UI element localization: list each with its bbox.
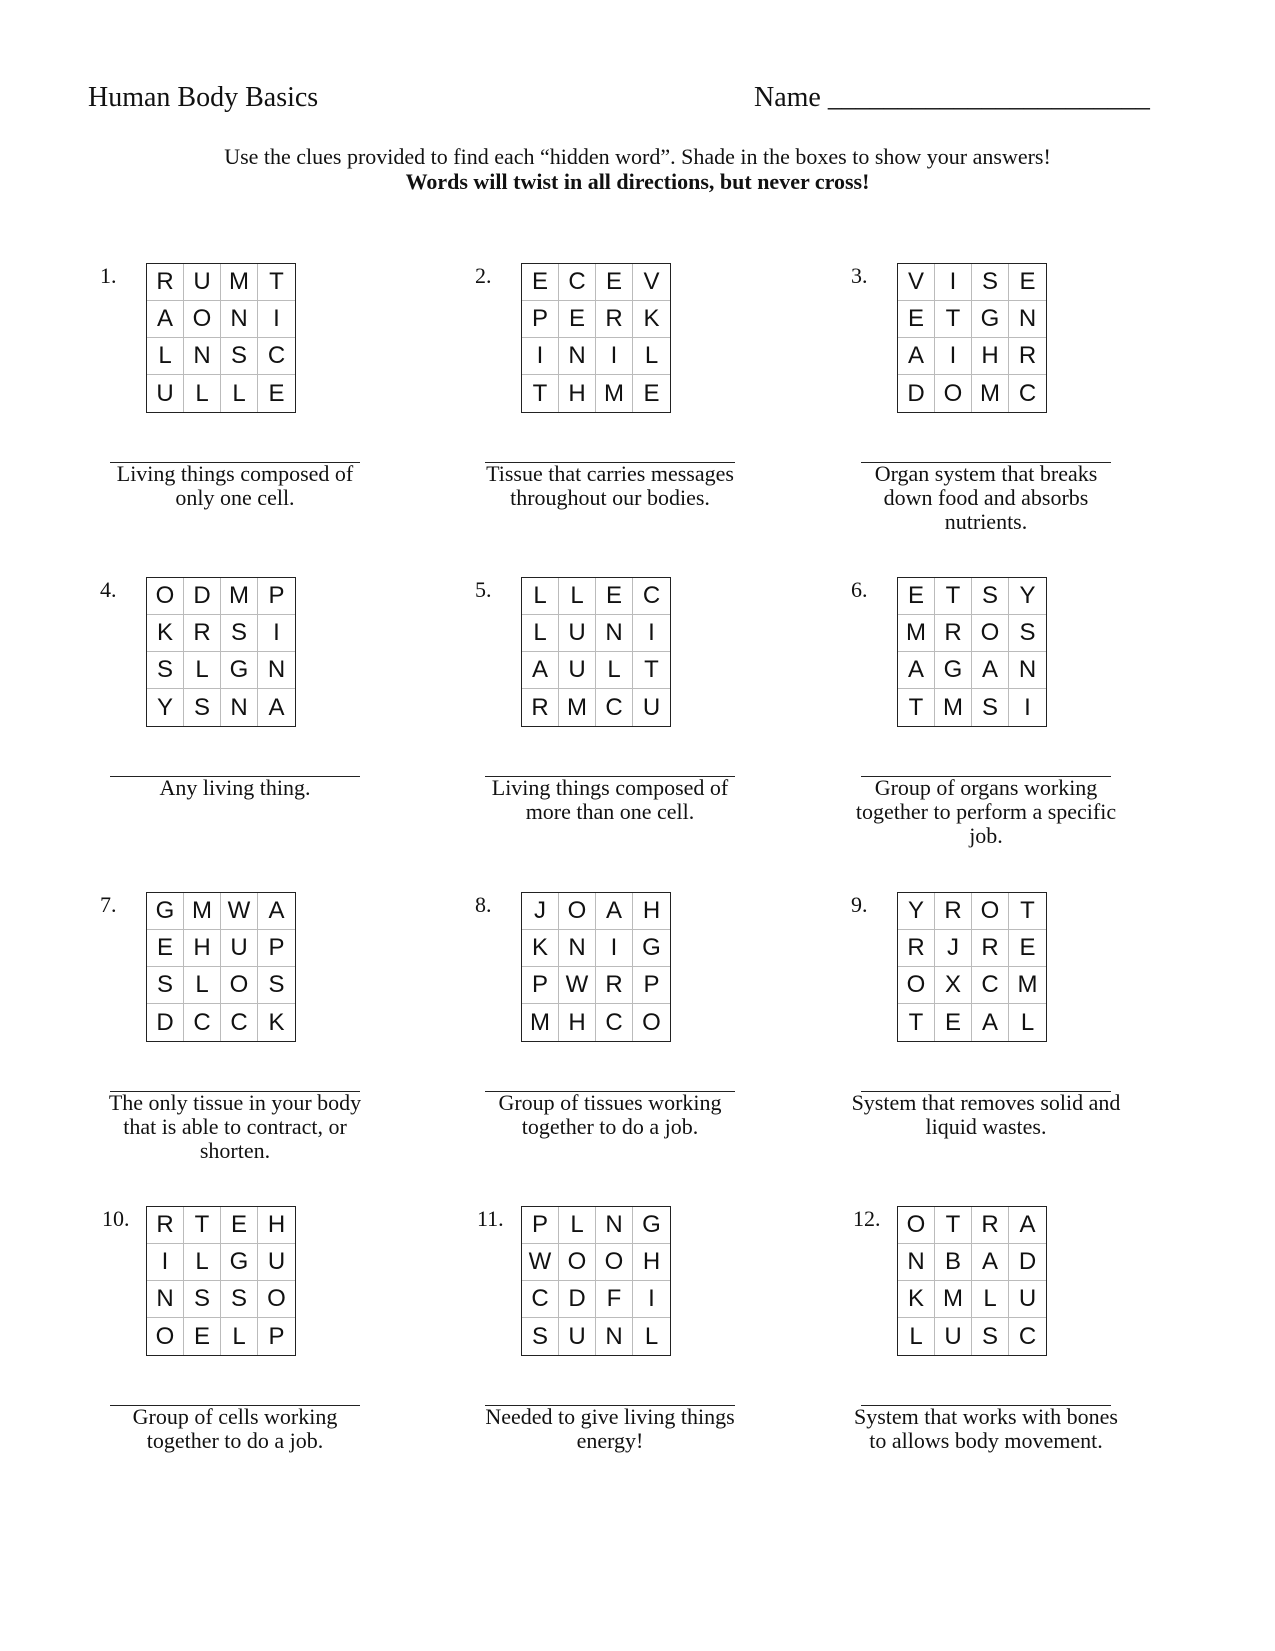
puzzle-number: 12. — [853, 1206, 881, 1231]
grid-cell[interactable]: I — [258, 615, 295, 652]
grid-cell[interactable]: S — [522, 1318, 559, 1355]
grid-cell[interactable]: O — [642, 1008, 661, 1036]
grid-cell[interactable]: K — [147, 615, 184, 652]
grid-cell[interactable]: Y — [898, 893, 935, 930]
grid-cell[interactable]: S — [972, 578, 1009, 615]
grid-cell[interactable]: A — [898, 652, 935, 689]
grid-cell[interactable]: P — [522, 1207, 559, 1244]
grid-cell[interactable]: O — [596, 1244, 633, 1281]
grid-cell[interactable]: C — [596, 689, 633, 726]
puzzle-number: 4. — [100, 577, 117, 602]
grid-cell[interactable]: V — [633, 264, 670, 301]
grid-cell[interactable]: I — [1024, 693, 1031, 721]
grid-cell[interactable]: I — [258, 301, 295, 338]
grid-cell[interactable]: K — [522, 930, 559, 967]
grid-cell[interactable]: G — [221, 1244, 258, 1281]
grid-cell[interactable]: R — [596, 967, 633, 1004]
grid-cell[interactable]: K — [898, 1281, 935, 1318]
grid-cell[interactable]: S — [221, 338, 258, 375]
grid-cell[interactable]: N — [898, 1244, 935, 1281]
grid-cell[interactable]: N — [184, 338, 221, 375]
puzzle-number: 9. — [851, 892, 868, 917]
grid-cell[interactable]: N — [1009, 301, 1046, 338]
grid-cell[interactable]: M — [221, 578, 258, 615]
letter-grid — [521, 1206, 671, 1356]
grid-cell[interactable]: I — [633, 615, 670, 652]
letter-grid — [521, 892, 671, 1042]
grid-cell[interactable]: A — [258, 893, 295, 930]
grid-cell[interactable]: D — [184, 578, 221, 615]
grid-cell[interactable]: A — [596, 893, 633, 930]
grid-cell[interactable]: A — [522, 652, 559, 689]
puzzle-12 — [851, 1206, 1151, 1466]
grid-cell[interactable]: U — [1009, 1281, 1046, 1318]
grid-cell[interactable]: A — [898, 338, 935, 375]
grid-cell[interactable]: M — [1009, 967, 1046, 1004]
grid-cell[interactable]: C — [184, 1004, 221, 1041]
grid-cell[interactable]: S — [147, 652, 184, 689]
grid-cell[interactable]: D — [1009, 1244, 1046, 1281]
clue-text: Group of cells working together to do a job. — [132, 1404, 338, 1453]
grid-cell[interactable]: N — [596, 1207, 633, 1244]
grid-cell[interactable]: U — [642, 693, 661, 721]
puzzle-2 — [475, 263, 775, 523]
grid-cell[interactable]: M — [184, 893, 221, 930]
worksheet-header — [88, 82, 1187, 122]
grid-cell[interactable]: U — [221, 930, 258, 967]
grid-cell[interactable]: T — [935, 1207, 972, 1244]
grid-cell[interactable]: G — [221, 652, 258, 689]
grid-cell[interactable]: C — [559, 264, 596, 301]
worksheet-title: Human Body Basics — [88, 82, 319, 113]
puzzle-4 — [100, 577, 400, 837]
grid-cell[interactable]: R — [596, 301, 633, 338]
puzzle-number: 1. — [100, 263, 117, 288]
grid-cell[interactable]: L — [898, 1318, 935, 1355]
puzzle-number: 7. — [100, 892, 117, 917]
grid-cell[interactable]: P — [633, 967, 670, 1004]
instructions — [0, 144, 1275, 194]
grid-cell[interactable]: L — [221, 1318, 258, 1355]
grid-cell[interactable]: R — [147, 264, 184, 301]
grid-cell[interactable]: E — [596, 578, 633, 615]
grid-cell[interactable]: A — [147, 301, 184, 338]
grid-cell[interactable]: E — [268, 379, 285, 407]
grid-cell[interactable]: J — [935, 930, 972, 967]
puzzle-8 — [475, 892, 775, 1152]
clue-text: Any living thing. — [159, 775, 311, 800]
grid-cell[interactable]: C — [258, 338, 295, 375]
grid-cell[interactable]: N — [258, 652, 295, 689]
grid-cell[interactable]: O — [147, 578, 184, 615]
grid-cell[interactable]: E — [898, 578, 935, 615]
clue-text: Living things composed of more than one cell. — [491, 775, 729, 824]
grid-cell[interactable]: U — [184, 264, 221, 301]
grid-cell[interactable]: I — [147, 1244, 184, 1281]
grid-cell[interactable]: C — [221, 1004, 258, 1041]
grid-cell[interactable]: N — [559, 338, 596, 375]
grid-cell[interactable]: K — [268, 1008, 285, 1036]
grid-cell[interactable]: A — [268, 693, 285, 721]
grid-cell[interactable]: N — [221, 301, 258, 338]
puzzle-10 — [100, 1206, 400, 1466]
grid-cell[interactable]: O — [184, 301, 221, 338]
puzzle-number: 8. — [475, 892, 492, 917]
puzzle-number: 11. — [477, 1206, 504, 1231]
puzzle-number: 6. — [851, 577, 868, 602]
grid-cell[interactable]: G — [633, 1207, 670, 1244]
grid-cell[interactable]: L — [559, 578, 596, 615]
puzzle-9 — [851, 892, 1151, 1152]
grid-cell[interactable]: L — [559, 1207, 596, 1244]
clue-text: System that works with bones to allows body movement. — [854, 1404, 1118, 1453]
puzzle-number: 5. — [475, 577, 492, 602]
grid-cell[interactable]: E — [522, 264, 559, 301]
grid-cell[interactable]: U — [147, 375, 184, 412]
grid-cell[interactable]: P — [268, 1322, 285, 1350]
grid-cell[interactable]: E — [898, 301, 935, 338]
grid-cell[interactable]: I — [935, 338, 972, 375]
grid-cell[interactable]: L — [972, 1281, 1009, 1318]
grid-cell[interactable]: N — [559, 930, 596, 967]
grid-cell[interactable]: T — [935, 301, 972, 338]
grid-cell[interactable]: E — [221, 1207, 258, 1244]
grid-cell[interactable]: T — [522, 375, 559, 412]
grid-cell[interactable]: N — [596, 1318, 633, 1355]
grid-cell[interactable]: D — [898, 375, 935, 412]
grid-cell[interactable]: Y — [147, 689, 184, 726]
grid-cell[interactable]: D — [147, 1004, 184, 1041]
grid-cell[interactable]: T — [633, 652, 670, 689]
grid-cell[interactable]: M — [935, 689, 972, 726]
grid-cell[interactable]: O — [258, 1281, 295, 1318]
grid-cell[interactable]: M — [221, 264, 258, 301]
letter-grid — [897, 263, 1047, 413]
grid-cell[interactable]: E — [596, 264, 633, 301]
grid-cell[interactable]: P — [522, 967, 559, 1004]
clue-text: The only tissue in your body that is able to contract, or shorten. — [108, 1090, 362, 1163]
grid-cell[interactable]: L — [184, 967, 221, 1004]
grid-cell[interactable]: H — [559, 1004, 596, 1041]
grid-cell[interactable]: N — [596, 615, 633, 652]
grid-cell[interactable]: L — [633, 338, 670, 375]
grid-cell[interactable]: T — [935, 578, 972, 615]
grid-cell[interactable]: U — [559, 1318, 596, 1355]
puzzle-11 — [475, 1206, 775, 1466]
grid-cell[interactable]: H — [633, 893, 670, 930]
grid-cell[interactable]: S — [147, 967, 184, 1004]
grid-cell[interactable]: O — [221, 967, 258, 1004]
letter-grid — [146, 1206, 296, 1356]
grid-cell[interactable]: Y — [1009, 578, 1046, 615]
grid-cell[interactable]: V — [898, 264, 935, 301]
clue-text: Living things composed of only one cell. — [116, 461, 354, 510]
grid-cell[interactable]: C — [1018, 1322, 1037, 1350]
grid-cell[interactable]: L — [147, 338, 184, 375]
grid-cell[interactable]: P — [258, 930, 295, 967]
grid-cell[interactable]: G — [147, 893, 184, 930]
grid-cell[interactable]: L — [644, 1322, 659, 1350]
grid-cell[interactable]: H — [972, 338, 1009, 375]
grid-cell[interactable]: G — [935, 652, 972, 689]
grid-cell[interactable]: E — [1009, 930, 1046, 967]
grid-cell[interactable]: T — [898, 1004, 935, 1041]
grid-cell[interactable]: H — [258, 1207, 295, 1244]
grid-cell[interactable]: R — [972, 1207, 1009, 1244]
grid-cell[interactable]: T — [898, 689, 935, 726]
puzzle-number: 2. — [475, 263, 492, 288]
grid-cell[interactable]: L — [596, 652, 633, 689]
grid-cell[interactable]: R — [935, 615, 972, 652]
grid-cell[interactable]: E — [643, 379, 660, 407]
grid-cell[interactable]: L — [522, 578, 559, 615]
grid-cell[interactable]: S — [221, 1281, 258, 1318]
grid-cell[interactable]: L — [184, 1244, 221, 1281]
instructions-line-1: Use the clues provided to find each “hidden word”. Shade in the boxes to show your answers! — [224, 144, 1051, 169]
grid-cell[interactable]: K — [633, 301, 670, 338]
grid-cell[interactable]: S — [972, 689, 1009, 726]
grid-cell[interactable]: B — [935, 1244, 972, 1281]
grid-cell[interactable]: O — [898, 1207, 935, 1244]
grid-cell[interactable]: O — [147, 1318, 184, 1355]
grid-cell[interactable]: L — [221, 375, 258, 412]
grid-cell[interactable]: J — [522, 893, 559, 930]
grid-cell[interactable]: R — [522, 689, 559, 726]
grid-cell[interactable]: I — [596, 338, 633, 375]
grid-cell[interactable]: R — [147, 1207, 184, 1244]
grid-cell[interactable]: C — [633, 578, 670, 615]
clue-text: Tissue that carries messages throughout our bodies. — [486, 461, 734, 510]
grid-cell[interactable]: R — [972, 930, 1009, 967]
grid-cell[interactable]: I — [935, 264, 972, 301]
puzzle-6 — [851, 577, 1151, 848]
puzzle-number: 10. — [102, 1206, 130, 1231]
grid-cell[interactable]: U — [559, 615, 596, 652]
grid-cell[interactable]: C — [596, 1004, 633, 1041]
instructions-line-2: Words will twist in all directions, but never cross! — [405, 169, 870, 194]
letter-grid — [897, 892, 1047, 1042]
grid-cell[interactable]: N — [221, 689, 258, 726]
puzzle-5 — [475, 577, 775, 837]
grid-cell[interactable]: H — [184, 930, 221, 967]
clue-text: Group of organs working together to perform a specific job. — [855, 775, 1117, 848]
grid-cell[interactable]: C — [522, 1281, 559, 1318]
grid-cell[interactable]: T — [184, 1207, 221, 1244]
grid-cell[interactable]: E — [935, 1004, 972, 1041]
grid-cell[interactable]: E — [184, 1318, 221, 1355]
grid-cell[interactable]: F — [596, 1281, 633, 1318]
grid-cell[interactable]: O — [972, 615, 1009, 652]
grid-cell[interactable]: R — [184, 615, 221, 652]
grid-cell[interactable]: E — [559, 301, 596, 338]
grid-cell[interactable]: L — [184, 652, 221, 689]
puzzle-1 — [100, 263, 400, 523]
grid-cell[interactable]: G — [633, 930, 670, 967]
grid-cell[interactable]: P — [522, 301, 559, 338]
grid-cell[interactable]: N — [147, 1281, 184, 1318]
grid-cell[interactable]: O — [935, 375, 972, 412]
grid-cell[interactable]: I — [522, 338, 559, 375]
grid-cell[interactable]: A — [972, 1244, 1009, 1281]
letter-grid — [897, 1206, 1047, 1356]
grid-cell[interactable]: W — [522, 1244, 559, 1281]
clue-text: Organ system that breaks down food and absorbs nutrients. — [874, 461, 1098, 534]
grid-cell[interactable]: C — [972, 967, 1009, 1004]
grid-cell[interactable]: P — [258, 578, 295, 615]
letter-grid — [521, 577, 671, 727]
grid-cell[interactable]: C — [1018, 379, 1037, 407]
grid-cell[interactable]: O — [559, 1244, 596, 1281]
grid-cell[interactable]: S — [972, 264, 1009, 301]
letter-grid — [146, 577, 296, 727]
puzzle-7 — [100, 892, 400, 1163]
grid-cell[interactable]: R — [935, 893, 972, 930]
grid-cell[interactable]: M — [898, 615, 935, 652]
grid-cell[interactable]: I — [596, 930, 633, 967]
grid-cell[interactable]: T — [258, 264, 295, 301]
grid-cell[interactable]: L — [1020, 1008, 1035, 1036]
grid-cell[interactable]: E — [1009, 264, 1046, 301]
letter-grid — [521, 263, 671, 413]
letter-grid — [146, 892, 296, 1042]
grid-cell[interactable]: H — [559, 375, 596, 412]
grid-cell[interactable]: L — [184, 375, 221, 412]
grid-cell[interactable]: D — [559, 1281, 596, 1318]
grid-cell[interactable]: E — [147, 930, 184, 967]
grid-cell[interactable]: S — [972, 1318, 1009, 1355]
clue-text: Group of tissues working together to do a job. — [498, 1090, 722, 1139]
name-field[interactable]: Name _______________________ — [754, 82, 1150, 113]
grid-cell[interactable]: S — [1009, 615, 1046, 652]
grid-cell[interactable]: T — [1009, 893, 1046, 930]
grid-cell[interactable]: S — [221, 615, 258, 652]
grid-cell[interactable]: S — [184, 1281, 221, 1318]
grid-cell[interactable]: U — [258, 1244, 295, 1281]
grid-cell[interactable]: W — [221, 893, 258, 930]
grid-cell[interactable]: M — [522, 1004, 559, 1041]
grid-cell[interactable]: M — [935, 1281, 972, 1318]
grid-cell[interactable]: N — [1009, 652, 1046, 689]
grid-cell[interactable]: I — [633, 1281, 670, 1318]
grid-cell[interactable]: O — [972, 893, 1009, 930]
puzzle-number: 3. — [851, 263, 868, 288]
grid-cell[interactable]: A — [972, 1004, 1009, 1041]
clue-text: System that removes solid and liquid wastes. — [851, 1090, 1121, 1139]
grid-cell[interactable]: H — [633, 1244, 670, 1281]
grid-cell[interactable]: A — [1009, 1207, 1046, 1244]
grid-cell[interactable]: O — [898, 967, 935, 1004]
grid-cell[interactable]: L — [522, 615, 559, 652]
letter-grid — [146, 263, 296, 413]
grid-cell[interactable]: U — [935, 1318, 972, 1355]
clue-text: Needed to give living things energy! — [485, 1404, 735, 1453]
grid-cell[interactable]: G — [972, 301, 1009, 338]
grid-cell[interactable]: S — [184, 689, 221, 726]
grid-cell[interactable]: A — [972, 652, 1009, 689]
grid-cell[interactable]: S — [258, 967, 295, 1004]
grid-cell[interactable]: R — [1009, 338, 1046, 375]
grid-cell[interactable]: U — [559, 652, 596, 689]
grid-cell[interactable]: W — [559, 967, 596, 1004]
grid-cell[interactable]: X — [935, 967, 972, 1004]
grid-cell[interactable]: M — [559, 689, 596, 726]
letter-grid — [897, 577, 1047, 727]
grid-cell[interactable]: O — [559, 893, 596, 930]
grid-cell[interactable]: M — [972, 375, 1009, 412]
grid-cell[interactable]: M — [596, 375, 633, 412]
puzzle-3 — [851, 263, 1151, 534]
grid-cell[interactable]: R — [898, 930, 935, 967]
